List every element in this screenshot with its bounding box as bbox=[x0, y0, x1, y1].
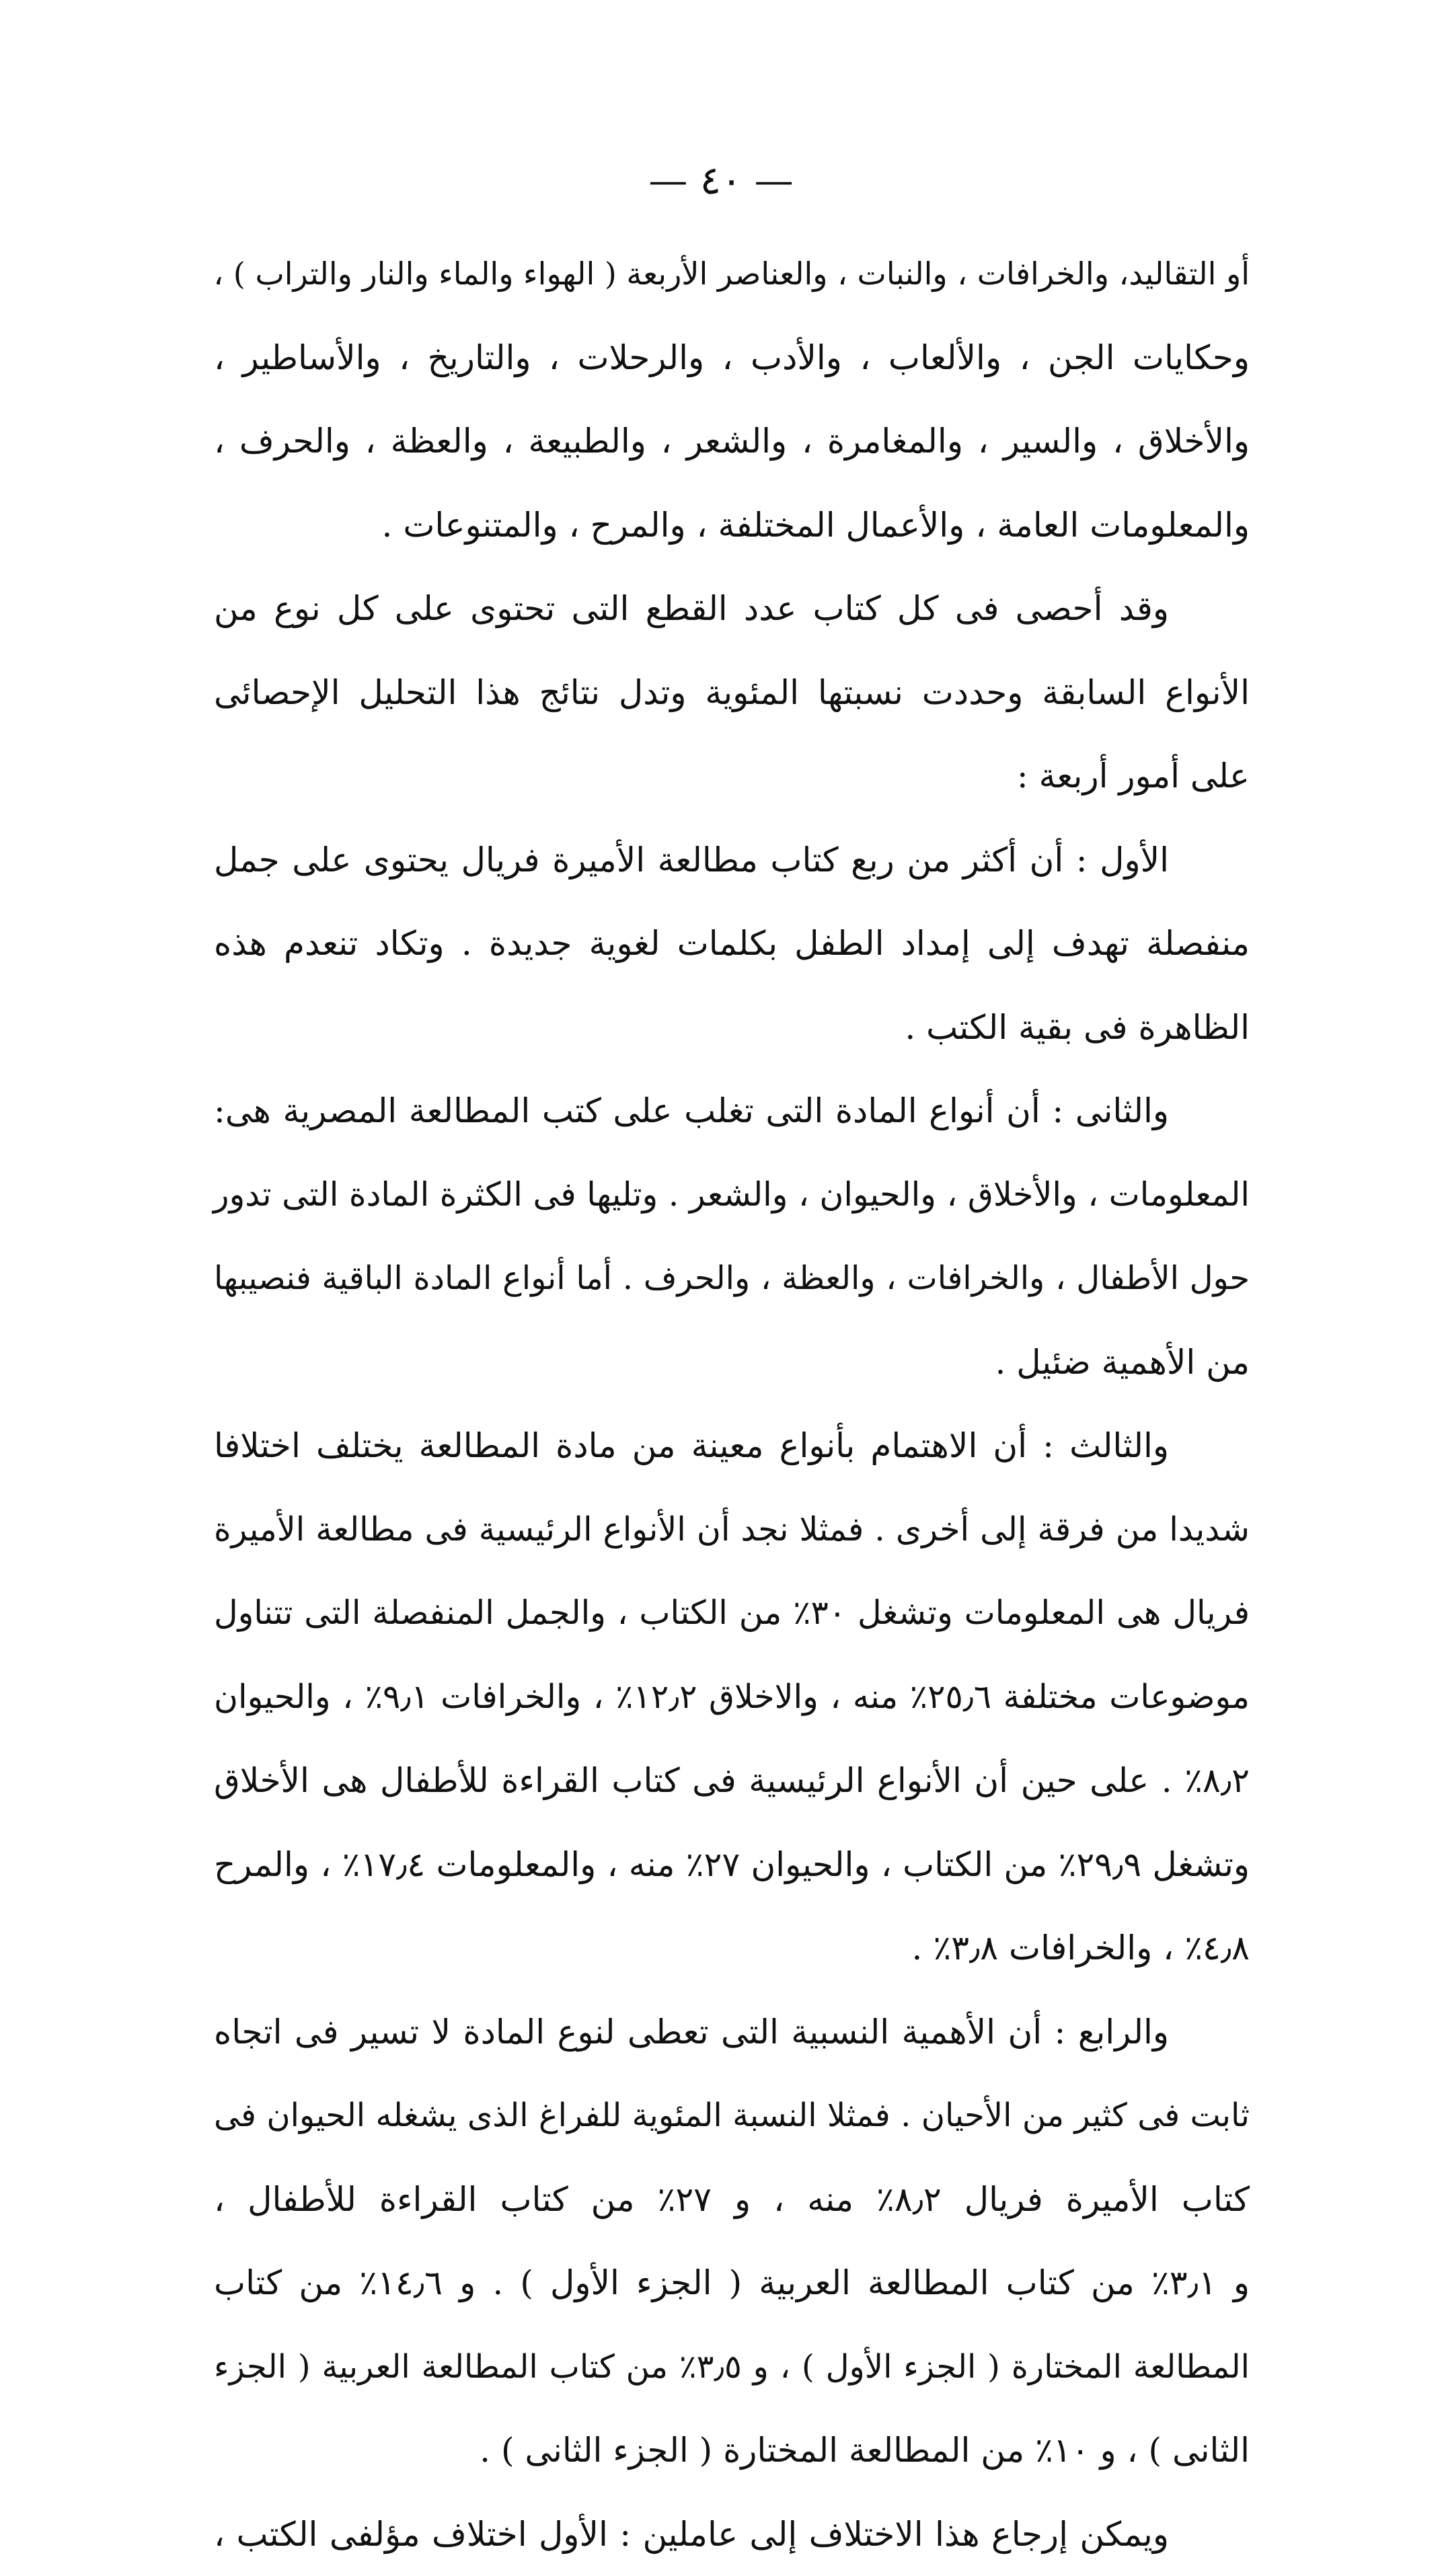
page-number: — ٤٠ — bbox=[0, 153, 1442, 207]
text-line: والمعلومات العامة ، والأعمال المختلفة ، والمرح ، والمتنوعات . bbox=[214, 483, 1250, 568]
text-line: من الأهمية ضئيل . bbox=[214, 1321, 1250, 1405]
text-line: ٨٫٢٪ . على حين أن الأنواع الرئيسية فى كتاب القراءة للأطفال هى الأخلاق bbox=[214, 1739, 1250, 1823]
text-line: والثالث : أن الاهتمام بأنواع معينة من مادة المطالعة يختلف اختلافا bbox=[214, 1404, 1250, 1488]
text-line: أو التقاليد، والخرافات ، والنبات ، والعناصر الأربعة ( الهواء والماء والنار والتراب ) ، bbox=[214, 232, 1250, 316]
text-line: كتاب الأميرة فريال ٨٫٢٪ منه ، و ٢٧٪ من كتاب القراءة للأطفال ، bbox=[214, 2158, 1250, 2242]
text-line: و ٣٫١٪ من كتاب المطالعة العربية ( الجزء الأول ) . و ١٤٫٦٪ من كتاب bbox=[214, 2241, 1250, 2325]
text-line: فريال هى المعلومات وتشغل ٣٠٪ من الكتاب ، والجمل المنفصلة التى تتناول bbox=[214, 1571, 1250, 1655]
text-line: المعلومات ، والأخلاق ، والحيوان ، والشعر . وتليها فى الكثرة المادة التى تدور bbox=[214, 1153, 1250, 1237]
text-line: منفصلة تهدف إلى إمداد الطفل بكلمات لغوية جديدة . وتكاد تنعدم هذه bbox=[214, 902, 1250, 986]
text-line: حول الأطفال ، والخرافات ، والعظة ، والحرف . أما أنواع المادة الباقية فنصيبها bbox=[214, 1237, 1250, 1321]
text-line: شديدا من فرقة إلى أخرى . فمثلا نجد أن الأنواع الرئيسية فى مطالعة الأميرة bbox=[214, 1488, 1250, 1572]
text-line: الأول : أن أكثر من ربع كتاب مطالعة الأميرة فريال يحتوى على جمل bbox=[214, 818, 1250, 902]
text-line: ثابت فى كثير من الأحيان . فمثلا النسبة المئوية للفراغ الذى يشغله الحيوان فى bbox=[214, 2074, 1250, 2158]
text-line: الأنواع السابقة وحددت نسبتها المئوية وتدل نتائج هذا التحليل الإحصائى bbox=[214, 651, 1250, 735]
text-line: والثانى : أن أنواع المادة التى تغلب على كتب المطالعة المصرية هى: bbox=[214, 1069, 1250, 1153]
text-line: الثانى ) ، و ١٠٪ من المطالعة المختارة ( الجزء الثانى ) . bbox=[214, 2409, 1250, 2493]
text-line: وتشغل ٢٩٫٩٪ من الكتاب ، والحيوان ٢٧٪ منه ، والمعلومات ١٧٫٤٪ ، والمرح bbox=[214, 1823, 1250, 1907]
body-text bbox=[214, 232, 1250, 2576]
text-line: ٤٫٨٪ ، والخرافات ٣٫٨٪ . bbox=[214, 1906, 1250, 1990]
text-line: وقد أحصى فى كل كتاب عدد القطع التى تحتوى على كل نوع من bbox=[214, 567, 1250, 651]
text-line: المطالعة المختارة ( الجزء الأول ) ، و ٣٫٥٪ من كتاب المطالعة العربية ( الجزء bbox=[214, 2325, 1250, 2409]
text-line: وحكايات الجن ، والألعاب ، والأدب ، والرحلات ، والتاريخ ، والأساطير ، bbox=[214, 316, 1250, 400]
text-line: الظاهرة فى بقية الكتب . bbox=[214, 986, 1250, 1070]
text-line: والأخلاق ، والسير ، والمغامرة ، والشعر ، والطبيعة ، والعظة ، والحرف ، bbox=[214, 399, 1250, 483]
text-line: على أمور أربعة : bbox=[214, 734, 1250, 818]
text-line: والرابع : أن الأهمية النسبية التى تعطى لنوع المادة لا تسير فى اتجاه bbox=[214, 1990, 1250, 2074]
text-line: موضوعات مختلفة ٢٥٫٦٪ منه ، والاخلاق ١٢٫٢٪ ، والخرافات ٩٫١٪ ، والحيوان bbox=[214, 1655, 1250, 1740]
text-line: ويمكن إرجاع هذا الاختلاف إلى عاملين : الأول اختلاف مؤلفى الكتب ، bbox=[214, 2493, 1250, 2576]
